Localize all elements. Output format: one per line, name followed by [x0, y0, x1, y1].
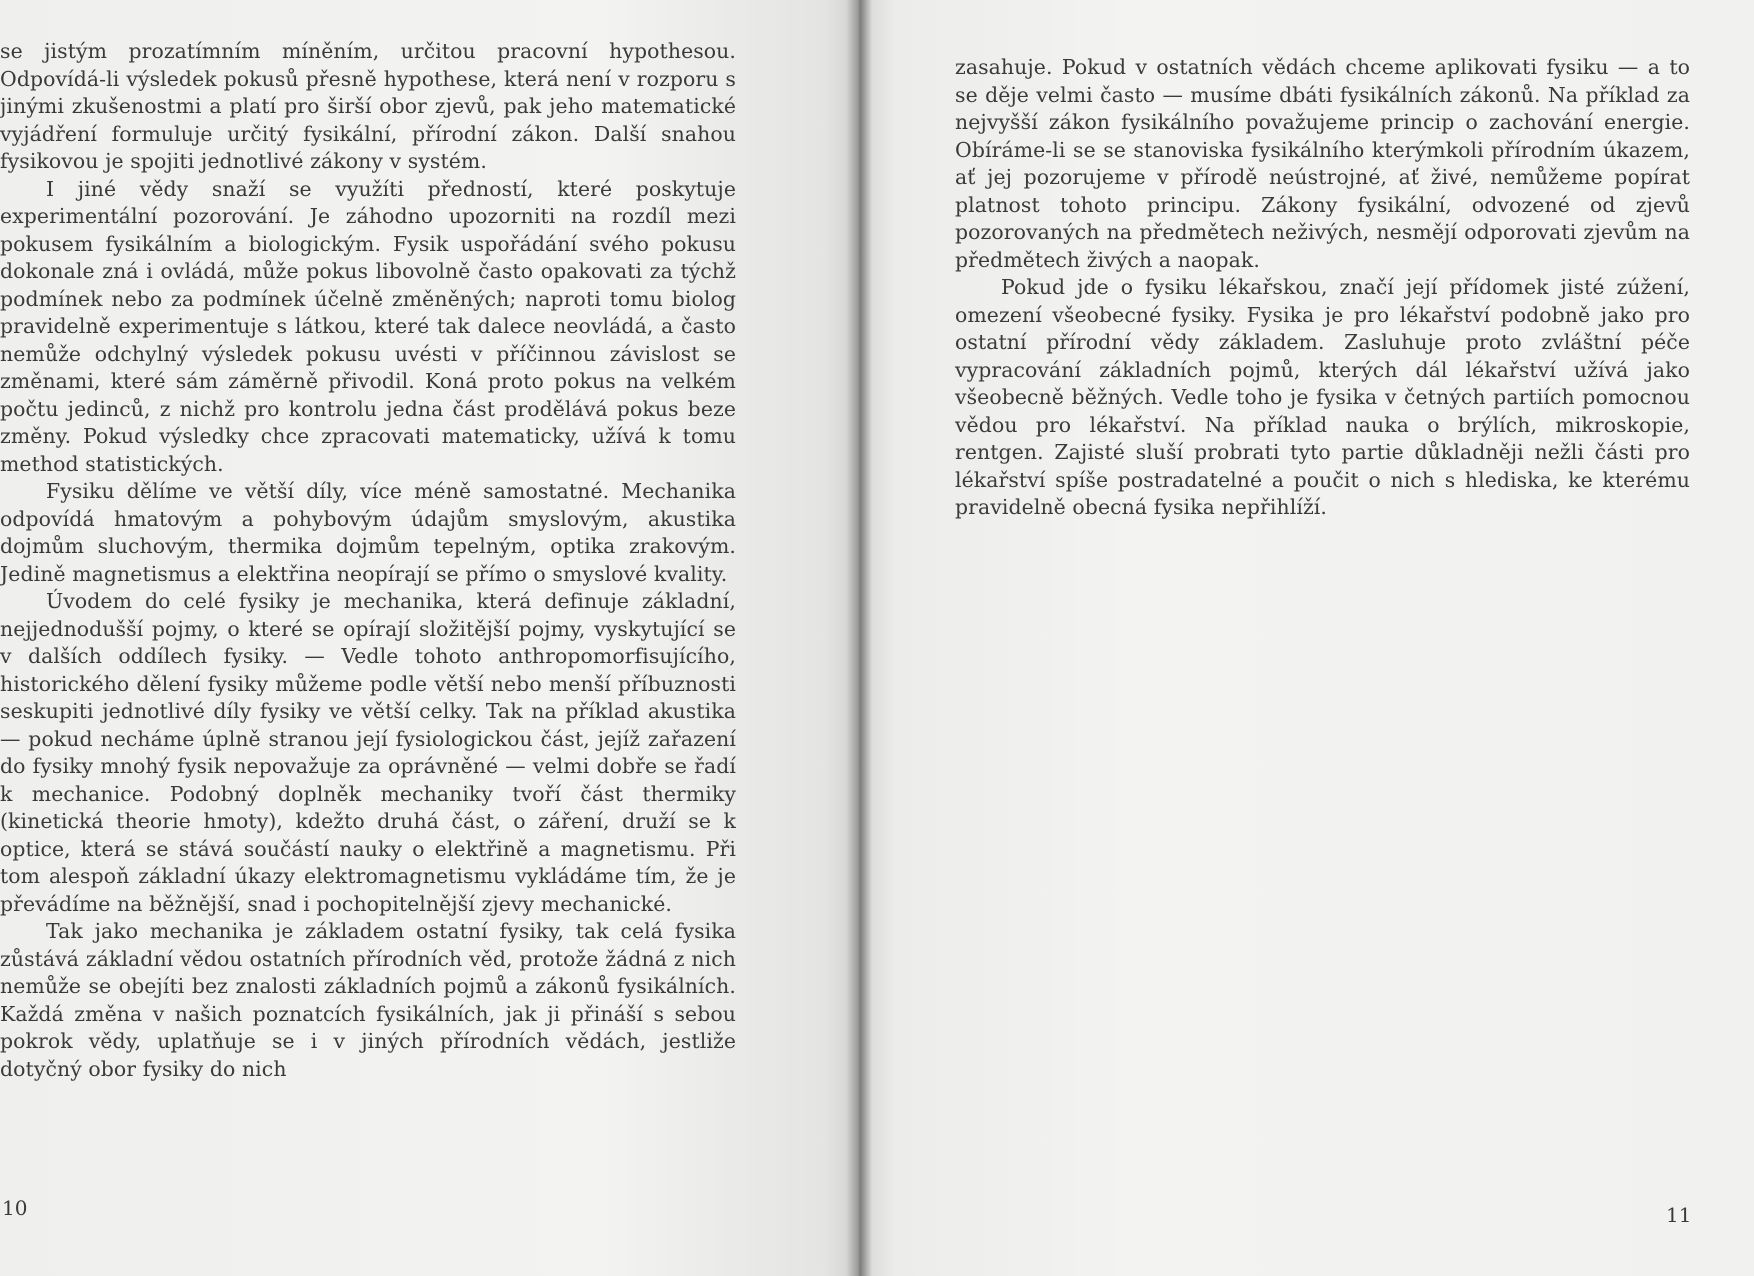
page-number-left: 10	[2, 1196, 28, 1220]
left-page	[0, 0, 860, 1276]
paragraph: Tak jako mechanika je základem ostatní fysiky, tak celá fysika zůstává základní vědou ostatních přírodních věd, protože žádná z nich nemůže se obejíti bez znalosti základních pojmů a zákonů fysikálních. Každá změna v našich poznatcích fysikálních, jak ji přináší s sebou pokrok vědy, uplatňuje se i v jiných přírodních vědách, jestliže dotyčný obor fysiky do nich	[0, 919, 736, 1081]
paragraph: Fysiku dělíme ve větší díly, více méně samostatné. Mechanika odpovídá hmatovým a pohybovým údajům smyslovým, akustika dojmům sluchovým, thermika dojmům tepelným, optika zrakovým. Jedině magnetismus a elektřina neopírají se přímo o smyslové kvality.	[0, 479, 736, 586]
paragraph: I jiné vědy snaží se využíti předností, které poskytuje experimentální pozorování. Je záhodno upozorniti na rozdíl mezi pokusem fysikálním a biologickým. Fysik uspořádání svého pokusu dokonale zná i ovládá, může pokus libovolně často opakovati za týchž podmínek nebo za podmínek účelně změněných; naproti tomu biolog pravidelně experimentuje s látkou, které tak dalece neovládá, a často nemůže odchylný výsledek pokusu uvésti v příčinnou závislost se změnami, které sám záměrně přivodil. Koná proto pokus na velkém počtu jedinců, z nichž pro kontrolu jedna část prodělává pokus beze změny. Pokud výsledky chce zpracovati matematicky, užívá k tomu method statistických.	[0, 176, 736, 476]
paragraph: zasahuje. Pokud v ostatních vědách chceme aplikovati fysiku — a to se děje velmi často — musíme dbáti fysikálních zákonů. Na příklad za nejvyšší zákon fysikálního považujeme princip o zachování energie. Obíráme-li se se stanoviska fysikálního kterýmkoli přírodním úkazem, ať jej pozorujeme v přírodě neústrojné, ať živé, nemůžeme popírat platnost tohoto principu. Zákony fysikální, odvozené od zjevů pozorovaných na předmětech neživých, nesmějí odporovati zjevům na předmětech živých a naopak.	[955, 55, 1690, 272]
right-page	[860, 0, 1754, 1276]
paragraph: Úvodem do celé fysiky je mechanika, která definuje základní, nejjednodušší pojmy, o které se opírají složitější pojmy, vyskytující se v dalších oddílech fysiky. — Vedle tohoto anthropomorfisujícího, historického dělení fysiky můžeme podle větší nebo menší příbuznosti seskupiti jednotlivé díly fysiky ve větší celky. Tak na příklad akustika — pokud necháme úplně stranou její fysiologickou část, jejíž zařazení do fysiky mnohý fysik nepovažuje za oprávněné — velmi dobře se řadí k mechanice. Podobný doplněk mechaniky tvoří část thermiky (kinetická theorie hmoty), kdežto druhá část, o záření, druží se k optice, která se stává součástí nauky o elektřině a magnetismu. Při tom alespoň základní úkazy elektromagnetismu vykládáme tím, že je převádíme na běžnější, snad i pochopitelnější zjevy mechanické.	[0, 589, 736, 916]
book-gutter	[846, 0, 872, 1276]
right-page-text	[955, 54, 1690, 522]
paragraph: se jistým prozatímním míněním, určitou pracovní hypothesou. Odpovídá-li výsledek pokusů přesně hypothese, která není v rozporu s jinými zkušenostmi a platí pro širší obor zjevů, pak jeho matematické vyjádření formuluje určitý fysikální, přírodní zákon. Další snahou fysikovou je spojiti jednotlivé zákony v systém.	[0, 39, 736, 173]
page-number-right: 11	[1666, 1203, 1692, 1227]
paragraph: Pokud jde o fysiku lékařskou, značí její přídomek jisté zúžení, omezení všeobecné fysiky. Fysika je pro lékařství podobně jako pro ostatní přírodní vědy základem. Zasluhuje proto zvláštní péče vypracování základních pojmů, kterých dál lékařství užívá jako všeobecně běžných. Vedle toho je fysika v četných partiích pomocnou vědou pro lékařství. Na příklad nauka o brýlích, mikroskopie, rentgen. Zajisté sluší probrati tyto partie důkladněji nežli části pro lékařství spíše postradatelné a poučit o nich s hlediska, ke kterému pravidelně obecná fysika nepřihlíží.	[955, 275, 1690, 519]
left-page-text	[0, 38, 736, 1083]
